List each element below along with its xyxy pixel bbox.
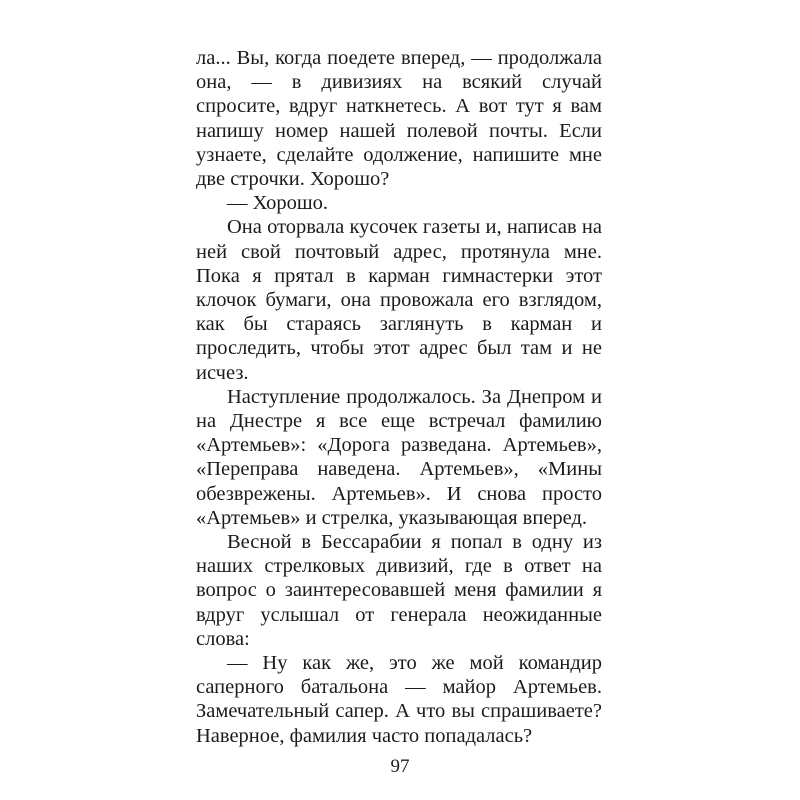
paragraph-1: ла... Вы, когда поедете вперед, — продолжала она, — в дивизиях на всякий случай спросите, вдруг наткнетесь. А вот тут я вам напишу номер нашей полевой почты. Если узнаете, сделайте одолжение, напишите мне две строчки. Хорошо? [196,47,602,191]
paragraph-5: Весной в Бессарабии я попал в одну из наших стрелковых дивизий, где в ответ на вопрос о заинтересовавшей меня фамилии я вдруг услышал от генерала неожиданные слова: [196,531,602,650]
page-number: 97 [390,756,410,777]
paragraph-4: Наступление продолжалось. За Днепром и на Днестре я все еще встречал фамилию «Артемьев»: «Дорога разведана. Артемьев», «Переправа наведена. Артемьев», «Мины обезврежены. Артемьев». И снова просто «Артемьев» и стрелка, указывающая вперед. [196,385,602,529]
paragraph-2: — Хорошо. [227,192,329,215]
book-page-text [196,46,602,748]
paragraph-6: — Ну как же, это же мой командир саперного батальона — майор Артемьев. Замечательный сапер. А что вы спрашиваете? Наверное, фамилия часто попадалась? [196,652,602,747]
paragraph-3: Она оторвала кусочек газеты и, написав на ней свой почтовый адрес, протянула мне. Пока я прятал в карман гимнастерки этот клочок бумаги, она провожала его взглядом, как бы стараясь заглянуть в карман и проследить, чтобы этот адрес был там и не исчез. [196,216,602,384]
